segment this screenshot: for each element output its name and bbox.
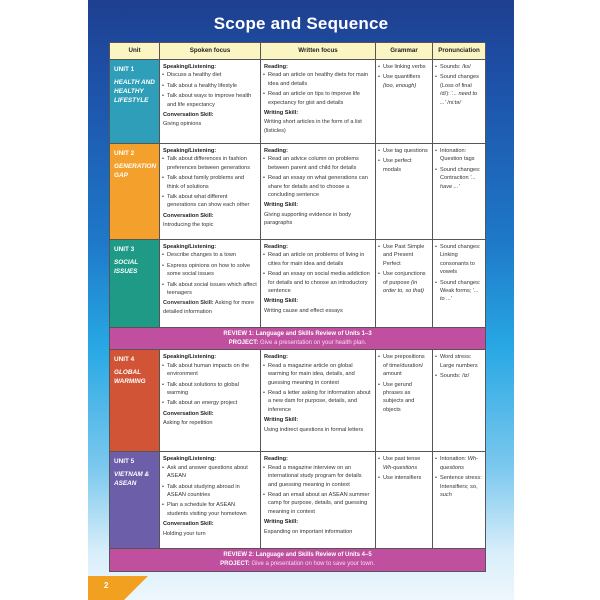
review-title: REVIEW 2: Language and Skills Review of Units 4–5	[223, 552, 372, 559]
list-item: • Talk about social issues which affect teenagers	[163, 281, 257, 298]
list-item: • Use tag questions	[379, 147, 429, 155]
writing-skill: Expanding on important information	[264, 528, 353, 535]
list-item: • Read a magazine interview on an international study program for details and guessing meaning in context	[264, 464, 372, 489]
section-label: Conversation Skill:	[163, 111, 214, 118]
unit-row-2	[110, 144, 486, 240]
project-label: PROJECT:	[220, 561, 250, 568]
list-item: • Talk about family problems and think of solutions	[163, 174, 257, 191]
spoken-focus-cell	[160, 350, 261, 452]
section-label: Conversation Skill:	[163, 410, 214, 417]
unit-number: UNIT 2	[114, 150, 135, 157]
written-focus-cell	[261, 452, 376, 549]
unit-number: UNIT 5	[114, 458, 135, 466]
writing-skill: Giving supporting evidence in body paragraphs	[264, 211, 352, 227]
list-item: • Talk about a healthy lifestyle	[163, 82, 257, 90]
conversation-skill: Giving opinions	[163, 121, 202, 128]
unit-row-5	[110, 452, 486, 549]
textbook-page	[88, 0, 514, 600]
list-item: • Read an essay on social media addiction for details and to choose an introductory sentence	[264, 270, 372, 295]
grammar-cell	[376, 350, 433, 452]
writing-skill: Writing short articles in the form of a list (listicles)	[264, 119, 362, 134]
page-number: 2	[104, 581, 109, 590]
section-label: Speaking/Listening:	[163, 64, 217, 70]
unit-title: VIETNAM & ASEAN	[114, 470, 150, 488]
list-item: • Plan a schedule for ASEAN students visiting your hometown	[163, 501, 257, 518]
grammar-cell	[376, 452, 433, 549]
conversation-skill-line: Conversation Skill: Asking for more detailed information	[163, 300, 255, 315]
unit-title: GLOBAL WARMING	[114, 368, 146, 386]
header-pronunciation: Pronunciation	[433, 43, 486, 60]
conversation-skill: Asking for repetition	[163, 420, 213, 427]
list-item: • Intonation: Wh-questions	[436, 455, 482, 472]
unit-cell	[110, 60, 160, 144]
grammar-cell	[376, 144, 433, 240]
section-label: Conversation Skill:	[163, 212, 214, 219]
unit-cell	[110, 144, 160, 240]
section-label: Speaking/Listening:	[163, 148, 217, 154]
unit-row-1	[110, 60, 486, 144]
unit-row-4	[110, 350, 486, 452]
list-item: • Describe changes to a town	[163, 251, 257, 259]
header-written-focus: Written focus	[261, 43, 376, 60]
pronunciation-cell	[433, 60, 486, 144]
section-label: Speaking/Listening:	[163, 354, 217, 361]
list-item: • Use conjunctions of purpose (in order to, so that)	[379, 270, 429, 295]
writing-skill: Writing cause and effect essays	[264, 307, 343, 314]
list-item: • Use Past Simple and Present Perfect	[379, 243, 429, 268]
list-item: • Use prepositions of time/duration/ amount	[379, 353, 429, 378]
section-label: Reading:	[264, 354, 288, 361]
written-focus-cell	[261, 60, 376, 144]
unit-cell	[110, 350, 160, 452]
unit-title: SOCIAL ISSUES	[114, 258, 139, 275]
list-item: • Sound changes: Weak forms; '... to ...'	[436, 279, 482, 304]
list-item: • Sound changes: Contraction '... have ...'	[436, 166, 482, 191]
list-item: • Use linking verbs	[379, 63, 429, 71]
section-label: Reading:	[264, 148, 288, 154]
table-header-row	[110, 43, 486, 60]
list-item: • Talk about an energy project	[163, 399, 257, 407]
conversation-skill: Introducing the topic	[163, 222, 214, 229]
list-item: • Ask and answer questions about ASEAN	[163, 464, 257, 481]
spoken-focus-cell	[160, 60, 261, 144]
section-label: Writing Skill:	[264, 519, 299, 526]
list-item: • Talk about differences in fashion preferences between generations	[163, 155, 257, 172]
list-item: • Talk about ways to improve health and life expectancy	[163, 92, 257, 109]
pronunciation-cell	[433, 452, 486, 549]
list-item: • Talk about solutions to global warming	[163, 381, 257, 398]
spoken-focus-cell	[160, 452, 261, 549]
list-item: • Talk about what different generations can show each other	[163, 193, 257, 210]
list-item: • Sounds: /iz/	[436, 372, 482, 380]
section-label: Speaking/Listening:	[163, 244, 217, 250]
list-item: • Word stress: Large numbers	[436, 353, 482, 370]
unit-title: HEALTH AND HEALTHY LIFESTYLE	[114, 78, 155, 105]
section-label: Reading:	[264, 456, 288, 463]
list-item: • Read an article on problems of living in cities for main idea and details	[264, 251, 372, 268]
list-item: • Sound changes (Loss of final /d/): '... need to ...' /ni:tə/	[436, 73, 482, 107]
spoken-focus-cell	[160, 144, 261, 240]
section-label: Writing Skill:	[264, 109, 299, 116]
section-label: Speaking/Listening:	[163, 456, 217, 463]
list-item: • Discuss a healthy diet	[163, 71, 257, 79]
section-label: Writing Skill:	[264, 202, 299, 209]
written-focus-cell	[261, 144, 376, 240]
unit-cell	[110, 452, 160, 549]
list-item: • Use intensifiers	[379, 474, 429, 482]
unit-number: UNIT 4	[114, 356, 135, 364]
conversation-skill: Holding your turn	[163, 530, 206, 537]
list-item: • Read an article on tips to improve life expectancy for gist and details	[264, 90, 372, 107]
section-label: Writing Skill:	[264, 298, 299, 305]
written-focus-cell	[261, 240, 376, 328]
unit-row-3	[110, 240, 486, 328]
list-item: • Read an email about an ASEAN summer camp for purpose, details, and guessing meaning in context	[264, 491, 372, 516]
unit-number: UNIT 1	[114, 66, 135, 73]
unit-title: GENERATION GAP	[114, 162, 157, 179]
page-number-tab	[88, 576, 148, 600]
review-banner	[110, 328, 486, 350]
review-row-2	[110, 549, 486, 571]
unit-number: UNIT 3	[114, 246, 135, 253]
list-item: • Express opinions on how to solve some social issues	[163, 262, 257, 279]
grammar-cell	[376, 240, 433, 328]
list-item: • Use gerund phrases as subjects and objects	[379, 381, 429, 415]
list-item: • Read an essay on what generations can share for details and to choose a concluding sentence	[264, 174, 372, 199]
list-item: • Read an advice column on problems between parent and child for details	[264, 155, 372, 172]
scope-and-sequence-table	[109, 42, 486, 572]
list-item: • Use perfect modals	[379, 157, 429, 174]
project-text: Give a presentation on your health plan.	[259, 339, 367, 346]
header-spoken-focus: Spoken focus	[160, 43, 261, 60]
header-unit: Unit	[110, 43, 160, 60]
section-label: Reading:	[264, 64, 288, 70]
list-item: • Read a magazine article on global warming for main idea, details, and guessing meaning in context	[264, 362, 372, 387]
page-title: Scope and Sequence	[213, 14, 389, 33]
list-item: • Read an article on healthy diets for main idea and details	[264, 71, 372, 88]
list-item: • Read a letter asking for information about a new dam for purpose, details, and inference	[264, 389, 372, 414]
section-label: Conversation Skill:	[163, 521, 214, 528]
project-text: Give a presentation on how to save your town.	[251, 561, 375, 568]
spoken-focus-cell	[160, 240, 261, 328]
project-label: PROJECT:	[228, 339, 259, 346]
review-row-1	[110, 328, 486, 350]
writing-skill: Using indirect questions in formal letters	[264, 426, 364, 433]
section-label: Writing Skill:	[264, 417, 299, 424]
list-item: • Talk about studying abroad in ASEAN countries	[163, 483, 257, 500]
pronunciation-cell	[433, 240, 486, 328]
section-label: Reading:	[264, 244, 288, 250]
written-focus-cell	[261, 350, 376, 452]
grammar-cell	[376, 60, 433, 144]
list-item: • Talk about human impacts on the environment	[163, 362, 257, 379]
list-item: • Use quantifiers (too, enough)	[379, 73, 429, 90]
unit-cell	[110, 240, 160, 328]
list-item: • Sound changes: Linking consonants to vowels	[436, 243, 482, 277]
review-title: REVIEW 1: Language and Skills Review of Units 1–3	[223, 331, 372, 337]
list-item: • Sounds: /ks/	[436, 63, 482, 71]
list-item: • Use past tense Wh-questions	[379, 455, 429, 472]
header-grammar: Grammar	[376, 43, 433, 60]
list-item: • Sentence stress: Intensifiers; so, such	[436, 474, 482, 499]
review-banner	[110, 549, 486, 571]
pronunciation-cell	[433, 350, 486, 452]
pronunciation-cell	[433, 144, 486, 240]
list-item: • Intonation: Question tags	[436, 147, 482, 164]
